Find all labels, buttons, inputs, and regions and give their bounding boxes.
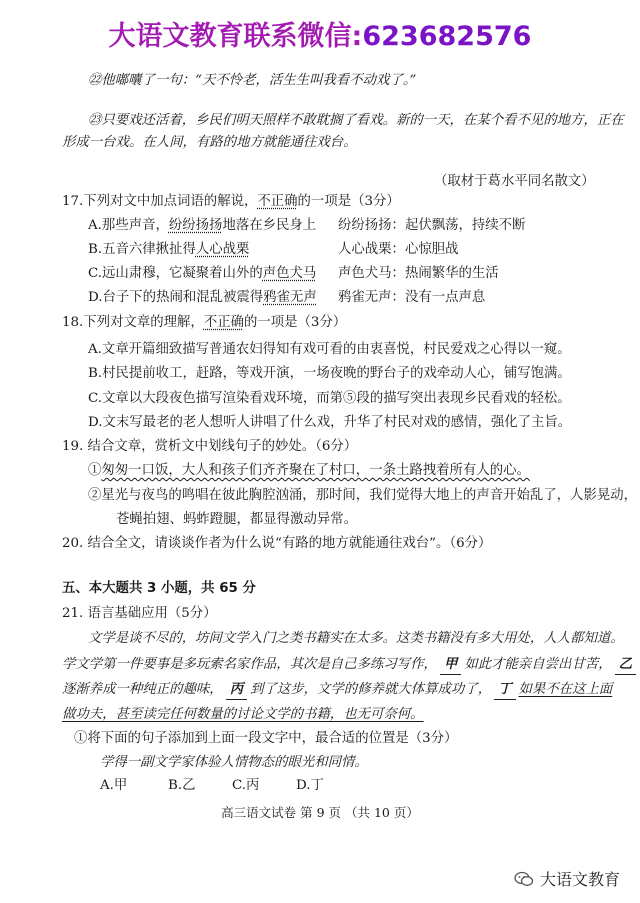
page-footer: 高三语文试卷 第 9 页 （共 10 页） — [221, 805, 419, 820]
wechat-watermark — [514, 867, 620, 890]
q21-stem: 21. 语言基础应用（5分） — [62, 606, 217, 621]
blank-yi: 乙 — [615, 656, 636, 675]
q21-passage-line2: 学文学第一件要事是多玩索名家作品，其次是自己多练习写作， 甲 如此才能亲自尝出甘苦， 乙 — [62, 656, 639, 675]
q21-choice-a: A.甲 — [100, 778, 128, 793]
q21-sentence-to-insert: 学得一副文学家体验人情物态的眼光和同情。 — [100, 755, 368, 770]
q17-option-d-gloss: 鸦雀无声：没有一点声息 — [338, 290, 486, 305]
blank-bing: 丙 — [226, 681, 247, 700]
q21-choice-b: B.乙 — [168, 778, 196, 793]
contact-banner — [0, 14, 640, 53]
q17-option-a-gloss: 纷纷扬扬：起伏飘荡，持续不断 — [338, 218, 526, 233]
q18-stem: 18.下列对文章的理解，不正确的一项是（3分） — [62, 315, 347, 330]
paragraph-23-line2: 形成一台戏。在人间，有路的地方就能通往戏台。 — [62, 135, 357, 150]
q18-option-b: B.村民提前收工，赶路，等戏开演，一场夜晚的野台子的戏牵动人心，铺写饱满。 — [88, 366, 571, 381]
q21-sub-question-1: ①将下面的句子添加到上面一段文字中，最合适的位置是（3分） — [74, 731, 458, 746]
q21-passage-line3: 逐渐养成一种纯正的趣味， 丙 到了这步，文学的修养就大体算成功了， 丁 如果不在这上面 — [62, 681, 612, 700]
q21-choice-d: D.丁 — [296, 778, 324, 793]
blank-ding: 丁 — [494, 681, 515, 700]
section-5-title: 五、本大题共 3 小题，共 65 分 — [62, 581, 256, 596]
paragraph-23-line1: ㉓只要戏还活着，乡民们明天照样不敢耽搁了看戏。新的一天，在某个看不见的地方，正在 — [88, 113, 624, 128]
banner-text: 大语文教育联系微信: — [108, 21, 363, 52]
q17-option-c-gloss: 声色犬马：热闹繁华的生活 — [338, 266, 499, 281]
q19-sentence-2-line1: ②星光与夜鸟的鸣唱在彼此胸腔汹涌，那时间，我们觉得大地上的声音开始乱了，人影晃动， — [88, 488, 638, 503]
watermark-text: 大语文教育 — [539, 870, 620, 889]
paragraph-22: ㉒他嘟囔了一句：“天不怜老，活生生叫我看不动戏了。” — [88, 73, 417, 88]
q21-passage-line1: 文学是谈不尽的，坊间文学入门之类书籍实在太多。这类书籍没有多大用处，人人都知道。 — [88, 631, 624, 646]
q19-sentence-2-line2: 苍蝇拍翅、蚂蚱蹬腿，都显得激动异常。 — [116, 512, 358, 527]
q19-stem: 19. 结合文章，赏析文中划线句子的妙处。（6分） — [62, 439, 358, 454]
q17-option-a: A.那些声音，纷纷扬扬地落在乡民身上 — [88, 218, 317, 233]
q17-option-b-gloss: 人心战栗：心惊胆战 — [338, 242, 459, 257]
q17-stem: 17.下列对文中加点词语的解说，不正确的一项是（3分） — [62, 194, 400, 209]
banner-number: 623682576 — [362, 21, 532, 52]
q17-option-d: D.台子下的热闹和混乱被震得鸦雀无声 — [88, 290, 317, 305]
q18-option-c: C.文章以大段夜色描写渲染看戏环境，而第⑤段的描写突出表现乡民看戏的轻松。 — [88, 391, 571, 406]
q18-option-d: D.文末写最老的老人想听人讲唱了什么戏，升华了村民对戏的感情，强化了主旨。 — [88, 415, 572, 430]
q18-option-a: A.文章开篇细致描写普通农妇得知有戏可看的由衷喜悦，村民爱戏之心得以一窥。 — [88, 342, 571, 357]
q17-option-b: B.五音六律揪扯得人心战栗 — [88, 242, 250, 257]
q17-option-c: C.远山肃穆，它凝聚着山外的声色犬马 — [88, 266, 317, 281]
wechat-icon — [514, 871, 534, 887]
blank-jia: 甲 — [440, 656, 461, 675]
q19-sentence-1: ①匆匆一口饭，大人和孩子们齐齐聚在了村口，一条土路拽着所有人的心。 — [88, 463, 530, 478]
q21-passage-line4: 做功夫，甚至读完任何数量的讨论文学的书籍，也无可奈何。 — [62, 707, 424, 722]
q20-stem: 20. 结合全文，请谈谈作者为什么说“有路的地方就能通往戏台”。（6分） — [62, 536, 492, 551]
q21-choice-c: C.丙 — [232, 778, 260, 793]
source-note: （取材于葛水平同名散文） — [434, 174, 595, 189]
